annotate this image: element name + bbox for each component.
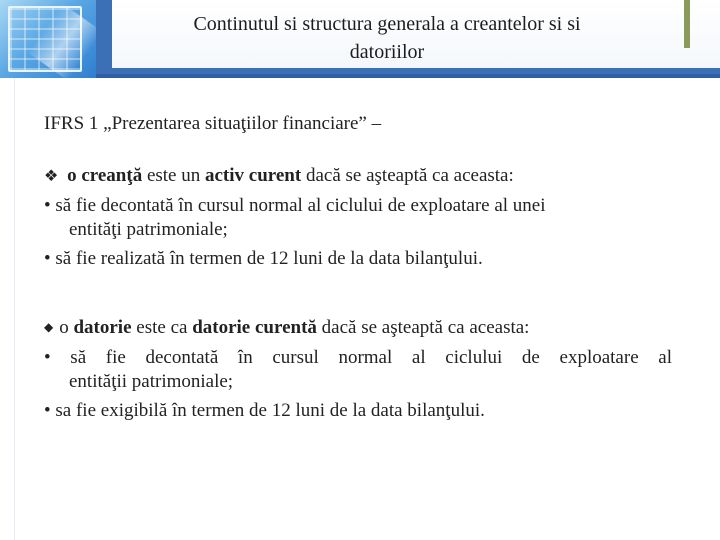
creanta-term: o creanţă	[67, 165, 143, 186]
slide-title	[112, 10, 662, 66]
section-gap	[44, 276, 672, 316]
datorie-lead: o	[59, 317, 74, 338]
diamond-icon: ◆	[44, 320, 54, 334]
datorie-bullet-1-cont: entităţii patrimoniale;	[69, 371, 234, 392]
datorie-term: datorie	[73, 317, 132, 338]
datorie-bullet-2: • sa fie exigibilă în termen de 12 luni de la data bilanţului.	[44, 400, 485, 421]
datorie-mid: este ca	[131, 317, 193, 338]
title-line-1: Continutul si structura generala a creantelor si si	[193, 13, 581, 35]
creanta-section	[44, 164, 672, 271]
title-line-2: datoriilor	[349, 41, 425, 63]
datorie-rest: dacă se aşteaptă ca aceasta:	[316, 317, 530, 338]
creanta-definition	[44, 164, 672, 189]
activ-curent-term: activ curent	[205, 165, 302, 186]
datorie-definition	[44, 316, 672, 341]
creanta-bullet-1: • să fie decontată în cursul normal al ciclului de exploatare al unei	[44, 195, 546, 216]
creanta-bullet-2: • să fie realizată în termen de 12 luni de la data bilanţului.	[44, 248, 483, 269]
creanta-mid: este un	[142, 165, 205, 186]
header-divider	[0, 74, 720, 78]
accent-bar	[684, 0, 690, 48]
left-guide-line	[14, 78, 15, 540]
datorie-section	[44, 316, 672, 423]
screen-graphic	[0, 0, 96, 78]
slide-content	[44, 112, 672, 428]
intro-text: IFRS 1 „Prezentarea situaţiilor financiare” –	[44, 113, 382, 134]
creanta-rest: dacă se aşteaptă ca aceasta:	[301, 165, 514, 186]
creanta-bullet-1-cont: entităţi patrimoniale;	[69, 219, 228, 240]
datorie-bullet-1: • să fie decontată în cursul normal al ciclului de exploatare al	[44, 347, 672, 368]
datorie-curenta-term: datorie curentă	[192, 317, 317, 338]
diamond-dots-icon: ❖	[44, 168, 59, 185]
